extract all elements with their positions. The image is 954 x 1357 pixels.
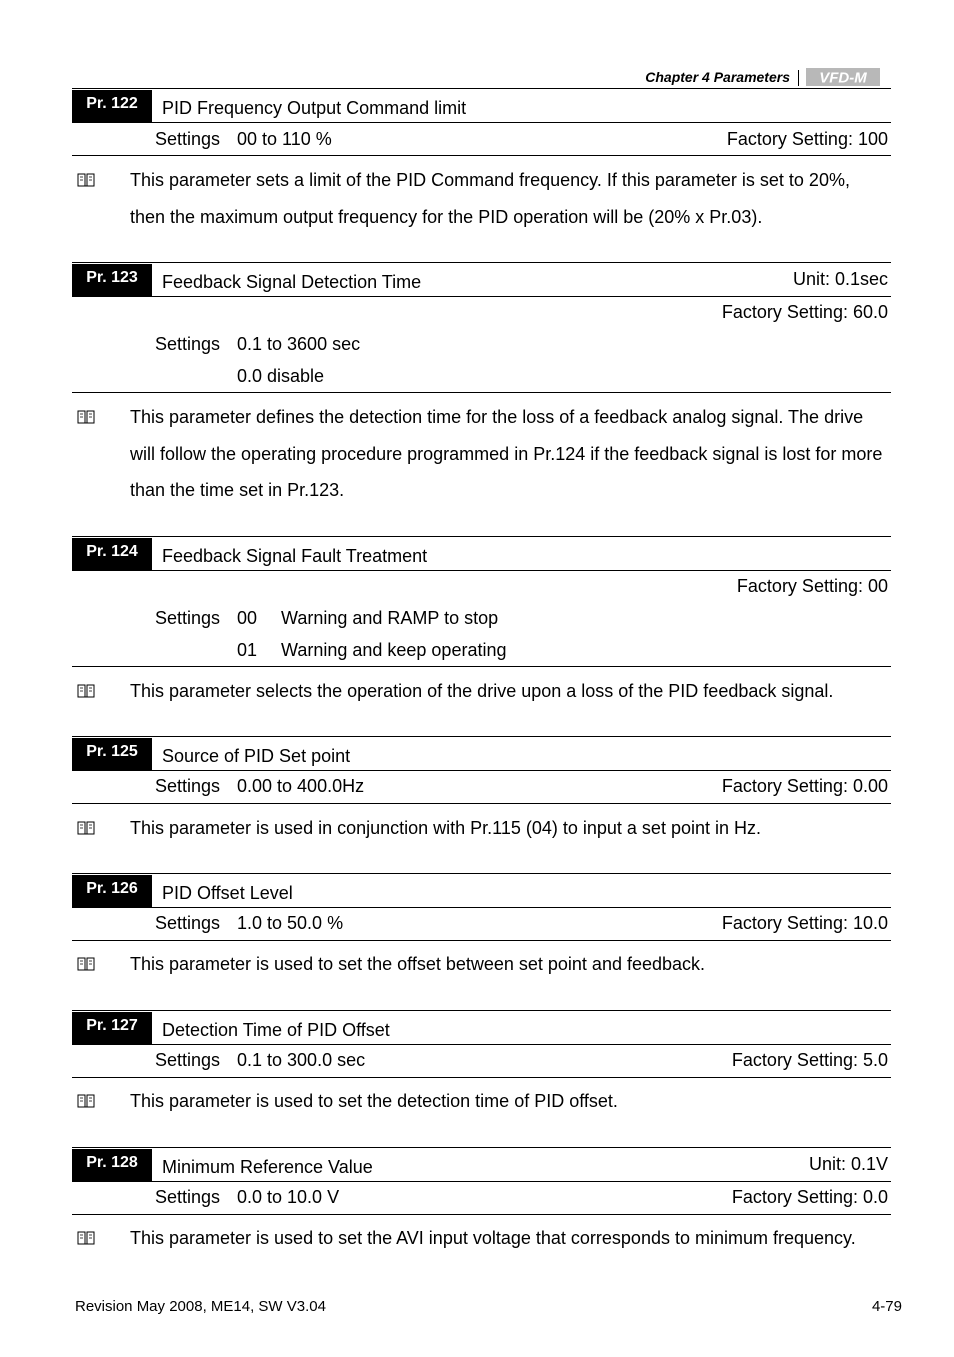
- book-icon: [77, 173, 95, 187]
- param-code-badge: Pr. 124: [72, 538, 152, 570]
- divider: [72, 803, 891, 804]
- param-code-badge: Pr. 122: [72, 90, 152, 122]
- param-code-badge: Pr. 128: [72, 1149, 152, 1181]
- param-description: This parameter defines the detection time for the loss of a feedback analog signal. The drive: [130, 407, 864, 427]
- revision-info: Revision May 2008, ME14, SW V3.04: [75, 1298, 326, 1315]
- option-code: 01: [237, 640, 258, 660]
- divider: [72, 122, 891, 123]
- divider: [72, 1214, 891, 1215]
- settings-label: Settings: [155, 1187, 221, 1207]
- divider: [72, 1044, 891, 1045]
- logo-text: VFD-M: [819, 69, 867, 86]
- divider: [72, 1077, 891, 1078]
- param-code-badge: Pr. 123: [72, 264, 152, 296]
- param-code-badge: Pr. 125: [72, 738, 152, 770]
- divider: [72, 262, 891, 263]
- unit-label: Unit: 0.1V: [808, 1154, 888, 1174]
- book-icon: [77, 684, 95, 698]
- divider: [72, 1181, 891, 1182]
- settings-value: 1.0 to 50.0 %: [237, 913, 344, 933]
- divider: [72, 296, 891, 297]
- divider: [72, 940, 891, 941]
- param-description: This parameter selects the operation of the drive upon a loss of the PID feedback signal.: [130, 681, 834, 701]
- factory-setting: Factory Setting: 0.00: [721, 776, 888, 796]
- param-description: will follow the operating procedure programmed in Pr.124 if the feedback signal is lost for more: [130, 444, 883, 464]
- param-name: Detection Time of PID Offset: [162, 1020, 390, 1040]
- param-description: This parameter is used to set the offset between set point and feedback.: [130, 954, 706, 974]
- param-description: then the maximum output frequency for the PID operation will be (20% x Pr.03).: [130, 207, 763, 227]
- factory-setting: Factory Setting: 5.0: [731, 1050, 888, 1070]
- divider: [72, 736, 891, 737]
- settings-label: Settings: [155, 913, 221, 933]
- book-icon: [77, 957, 95, 971]
- divider: [72, 570, 891, 571]
- settings-value: 00 to 110 %: [237, 129, 332, 149]
- param-name: Source of PID Set point: [162, 746, 351, 766]
- settings-label: Settings: [155, 608, 221, 628]
- unit-label: Unit: 0.1sec: [792, 269, 888, 289]
- settings-label: Settings: [155, 776, 221, 796]
- param-name: PID Offset Level: [162, 883, 293, 903]
- option-text: Warning and keep operating: [281, 640, 507, 660]
- factory-setting: Factory Setting: 10.0: [721, 913, 888, 933]
- settings-value: 0.00 to 400.0Hz: [237, 776, 365, 796]
- param-name: PID Frequency Output Command limit: [162, 98, 467, 118]
- divider: [72, 1010, 891, 1011]
- param-description: than the time set in Pr.123.: [130, 480, 345, 500]
- divider: [72, 536, 891, 537]
- param-name: Feedback Signal Fault Treatment: [162, 546, 428, 566]
- factory-setting: Factory Setting: 00: [736, 576, 888, 596]
- settings-value: 0.1 to 3600 sec: [237, 334, 361, 354]
- option-text: Warning and RAMP to stop: [281, 608, 499, 628]
- param-code-badge: Pr. 127: [72, 1012, 152, 1044]
- header-rule: [72, 88, 891, 89]
- param-name: Feedback Signal Detection Time: [162, 272, 422, 292]
- divider: [72, 770, 891, 771]
- settings-value: 0.0 to 10.0 V: [237, 1187, 340, 1207]
- param-description: This parameter is used to set the detection time of PID offset.: [130, 1091, 618, 1111]
- header-divider: [798, 70, 799, 86]
- factory-setting: Factory Setting: 100: [726, 129, 888, 149]
- book-icon: [77, 1231, 95, 1245]
- divider: [72, 155, 891, 156]
- divider: [72, 907, 891, 908]
- param-name: Minimum Reference Value: [162, 1157, 373, 1177]
- param-description: This parameter is used to set the AVI input voltage that corresponds to minimum frequency.: [130, 1228, 856, 1248]
- divider: [72, 666, 891, 667]
- settings-label: Settings: [155, 334, 221, 354]
- vfd-m-logo: [806, 68, 880, 86]
- factory-setting: Factory Setting: 0.0: [731, 1187, 888, 1207]
- divider: [72, 873, 891, 874]
- book-icon: [77, 821, 95, 835]
- settings-value: 0.1 to 300.0 sec: [237, 1050, 366, 1070]
- param-code-badge: Pr. 126: [72, 875, 152, 907]
- divider: [72, 1147, 891, 1148]
- param-description: This parameter is used in conjunction with Pr.115 (04) to input a set point in Hz.: [130, 818, 761, 838]
- chapter-title: Chapter 4 Parameters: [645, 69, 790, 85]
- option-code: 00: [237, 608, 258, 628]
- book-icon: [77, 1094, 95, 1108]
- settings-label: Settings: [155, 1050, 221, 1070]
- factory-setting: Factory Setting: 60.0: [721, 302, 888, 322]
- param-description: This parameter sets a limit of the PID Command frequency. If this parameter is set to 20%,: [130, 170, 850, 190]
- book-icon: [77, 410, 95, 424]
- page-number: 4-79: [871, 1298, 902, 1315]
- settings-label: Settings: [155, 129, 221, 149]
- divider: [72, 392, 891, 393]
- settings-value: 0.0 disable: [237, 366, 325, 386]
